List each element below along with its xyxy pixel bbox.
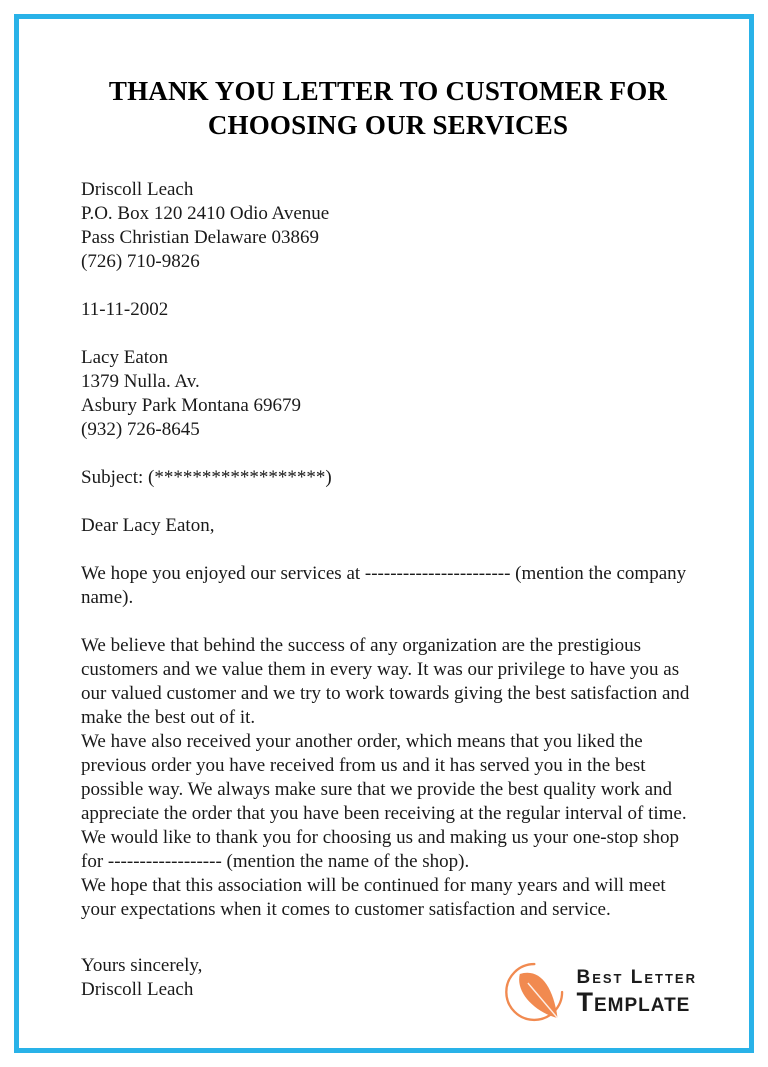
sender-address-line1: P.O. Box 120 2410 Odio Avenue [81, 203, 330, 224]
sender-name: Driscoll Leach [81, 179, 194, 200]
paragraph-3: We have also received your another order, which means that you liked the previous order you have received from us and it has served you in the best possible way. We always make sure that we provide the best quality work and appreciate the order that you have been receiving at the regular interval of time. We would like to thank you for choosing us and making us your one-stop shop for ------------------ (mention the name of the shop). [81, 731, 687, 872]
salutation-block [81, 514, 695, 538]
sender-phone: (726) 710-9826 [81, 251, 200, 272]
letter-title [81, 74, 695, 142]
recipient-address-line2: Asbury Park Montana 69679 [81, 395, 302, 416]
brand-logo [500, 956, 697, 1028]
paragraphs-block [81, 562, 695, 922]
sender-address-line2: Pass Christian Delaware 03869 [81, 227, 319, 248]
subject-label: Subject: [81, 467, 144, 488]
sender-address-block [81, 178, 695, 274]
brand-logo-text [576, 968, 697, 1016]
letter-title-line2: CHOOSING OUR SERVICES [207, 110, 569, 140]
recipient-name: Lacy Eaton [81, 347, 169, 368]
recipient-address-line1: 1379 Nulla. Av. [81, 371, 200, 392]
paragraph-1: We hope you enjoyed our services at ----------------------- (mention the company name). [81, 563, 687, 608]
subject-value: (******************) [148, 467, 332, 488]
feather-icon [500, 956, 572, 1028]
subject-block [81, 466, 695, 490]
date-block [81, 298, 695, 322]
recipient-address-block [81, 346, 695, 442]
brand-name-line1: Best Letter [576, 966, 697, 988]
salutation: Dear Lacy Eaton, [81, 515, 215, 536]
letter-title-line1: THANK YOU LETTER TO CUSTOMER FOR [108, 76, 668, 106]
paragraph-4: We hope that this association will be continued for many years and will meet your expectations when it comes to customer satisfaction and service. [81, 875, 666, 920]
letter-body [81, 38, 695, 1026]
page-border [14, 14, 754, 1053]
brand-name-line2: Template [576, 986, 691, 1017]
signature-name: Driscoll Leach [81, 979, 194, 1000]
closing: Yours sincerely, [81, 955, 203, 976]
paragraph-2: We believe that behind the success of any organization are the prestigious customers and we value them in every way. It was our privilege to have you as our valued customer and we try to work towards giving the best satisfaction and make the best out of it. [81, 635, 690, 728]
letter-date: 11-11-2002 [81, 299, 169, 320]
recipient-phone: (932) 726-8645 [81, 419, 200, 440]
